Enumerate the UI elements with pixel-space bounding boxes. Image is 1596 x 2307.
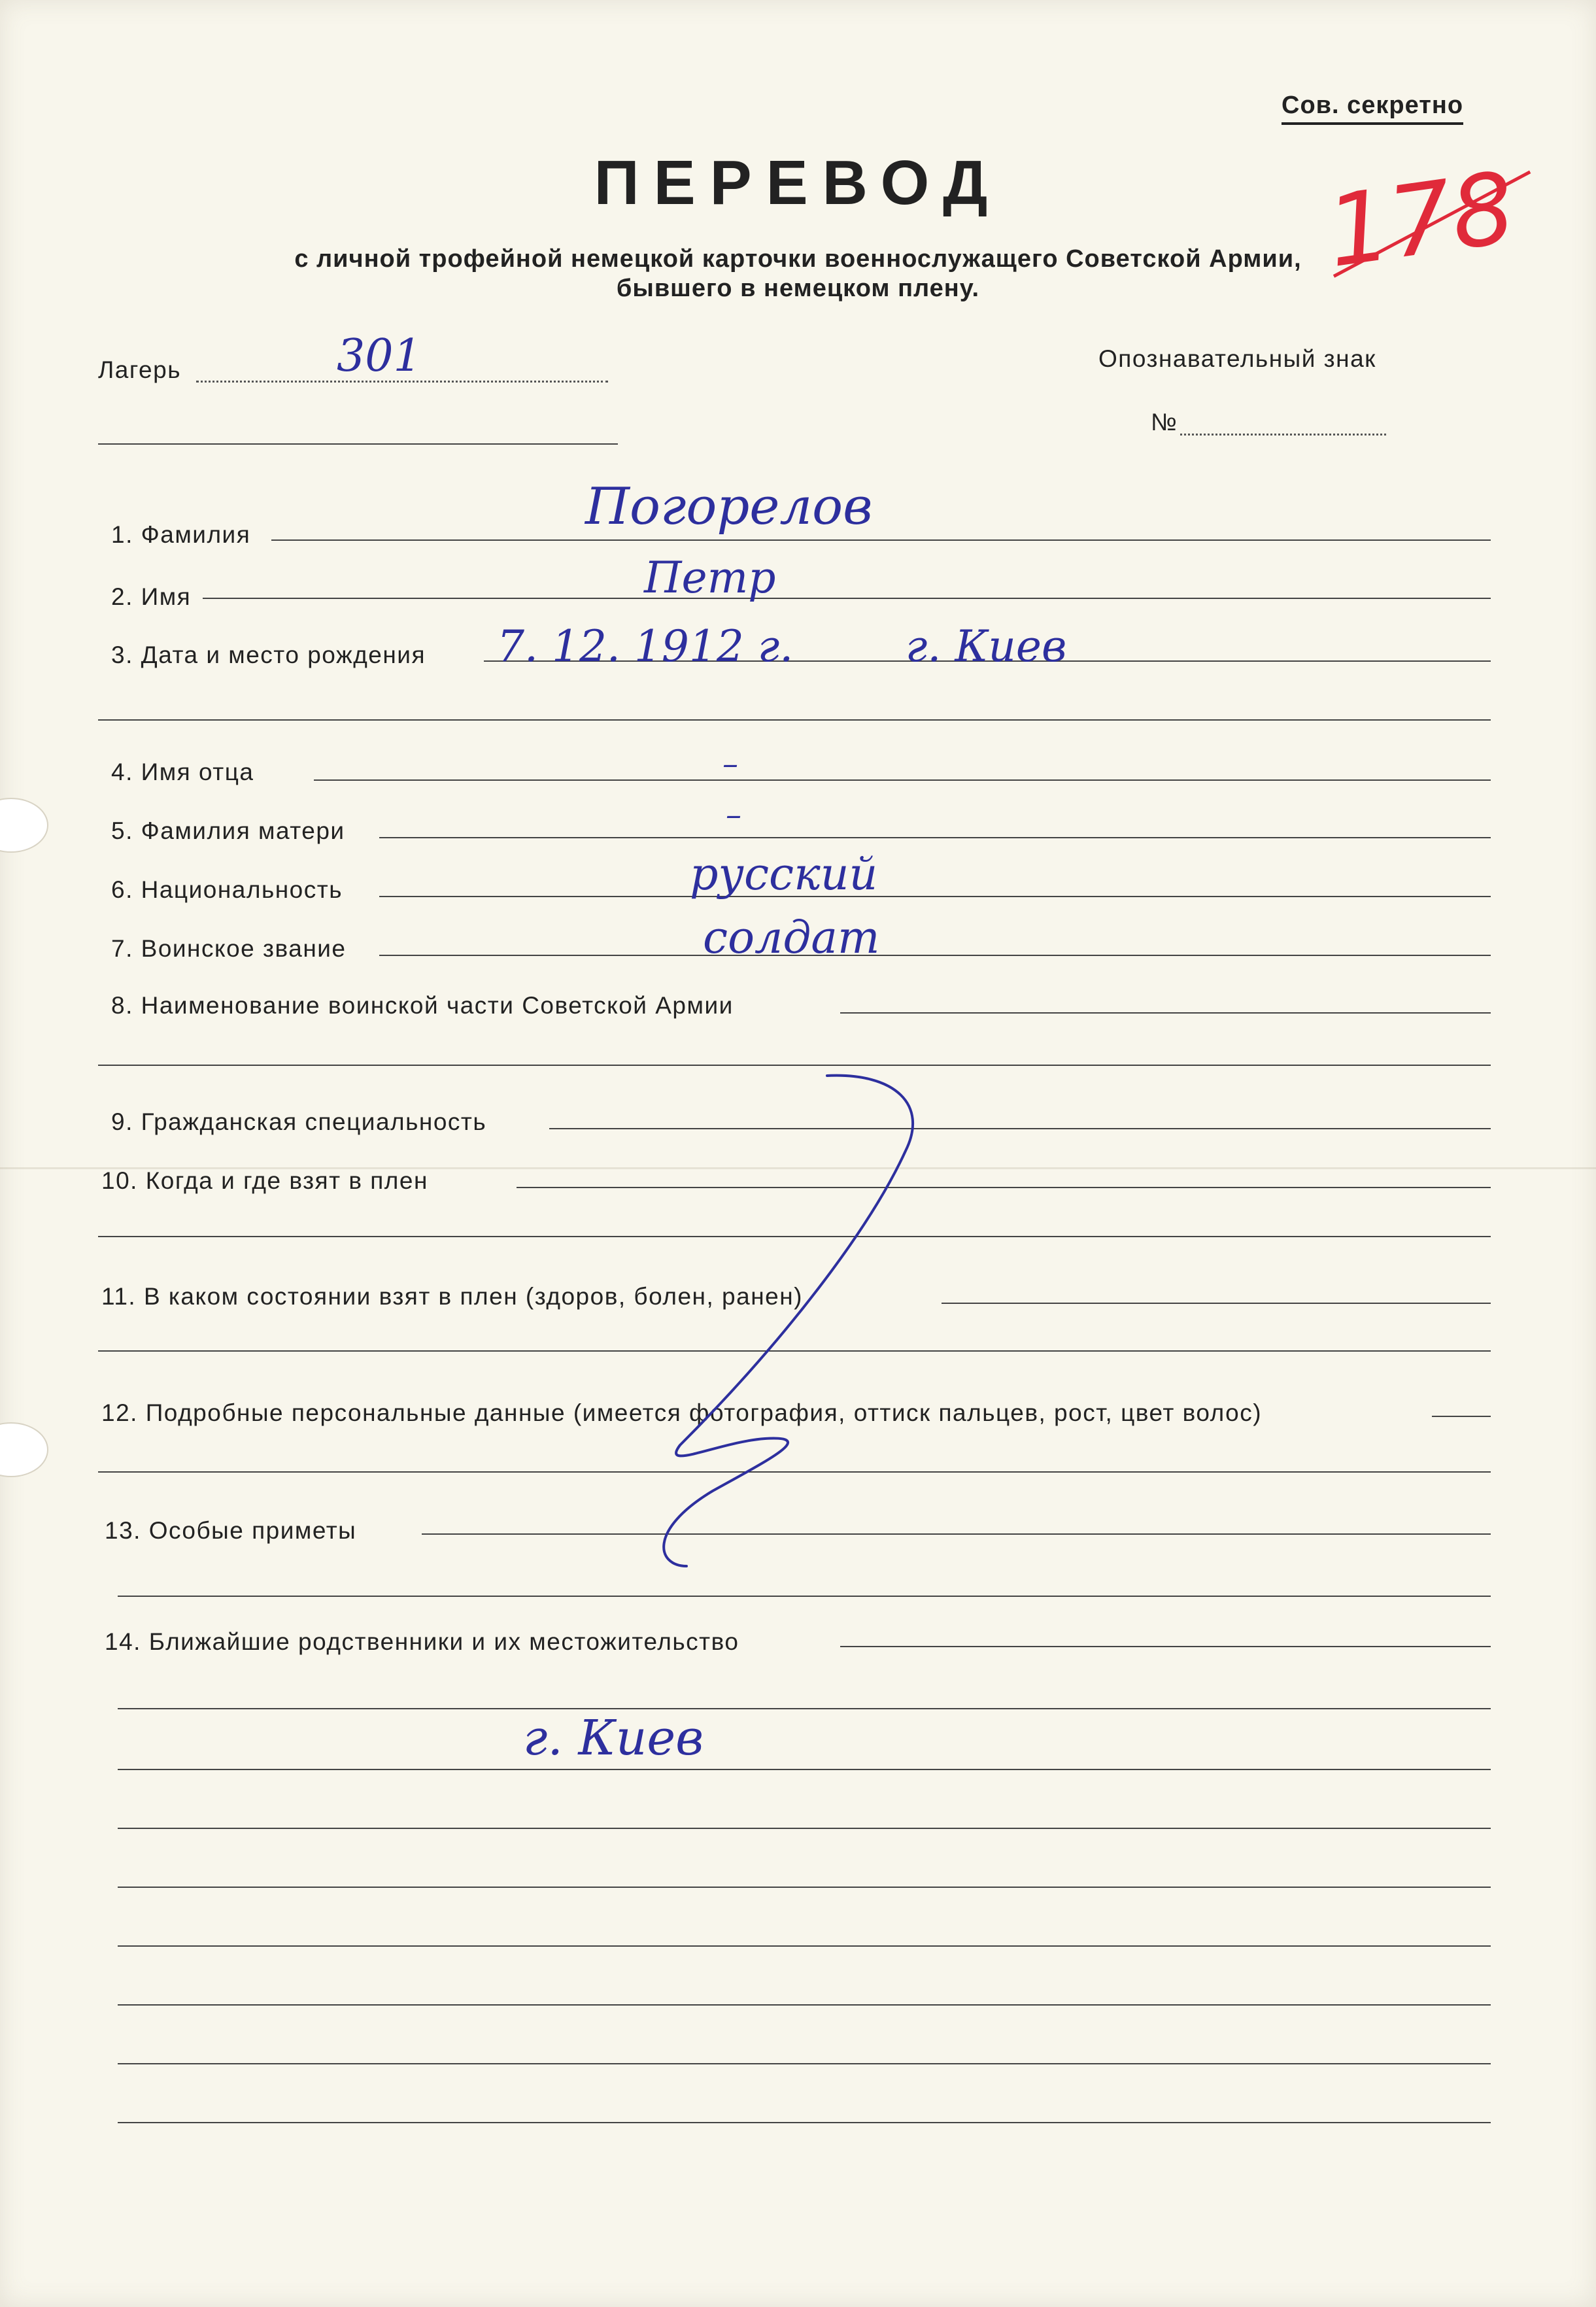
field-7-label: 7. Воинское звание	[111, 935, 347, 962]
field-4-label: 4. Имя отца	[111, 759, 254, 785]
document-subtitle-line1: с личной трофейной немецкой карточки военнослужащего Советской Армии,	[294, 245, 1302, 273]
document-title: ПЕРЕВОД	[594, 148, 1002, 218]
field-4-value: –	[722, 745, 738, 782]
field-7-value: солдат	[703, 912, 880, 964]
field-3-place: г. Киев	[906, 621, 1067, 672]
field-6-label: 6. Национальность	[111, 876, 343, 903]
field-1-value: Погорелов	[585, 477, 873, 536]
number-label: №	[1151, 409, 1178, 436]
field-9-label: 9. Гражданская специальность	[111, 1108, 487, 1135]
archive-number-handwritten: 178	[1320, 150, 1522, 290]
field-5-value: –	[726, 796, 741, 833]
field-8-label: 8. Наименование воинской части Советской Армии	[111, 992, 734, 1019]
field-6-value: русский	[690, 849, 878, 900]
field-10-label: 10. Когда и где взят в плен	[101, 1167, 428, 1194]
field-11-label: 11. В каком состоянии взят в плен (здоров, болен, ранен)	[101, 1283, 803, 1310]
field-1-label: 1. Фамилия	[111, 521, 251, 548]
field-2-value: Петр	[644, 553, 776, 603]
id-tag-label: Опознавательный знак	[1098, 345, 1376, 372]
field-12-label: 12. Подробные персональные данные (имеется фотография, оттиск пальцев, рост, цвет волос)	[101, 1399, 1263, 1426]
camp-label: Лагерь	[98, 356, 181, 383]
field-14-label: 14. Ближайшие родственники и их местожительство	[105, 1628, 739, 1655]
field-5-label: 5. Фамилия матери	[111, 817, 345, 844]
document-subtitle-line2: бывшего в немецком плену.	[616, 275, 980, 302]
field-2-label: 2. Имя	[111, 583, 192, 610]
classification-label: Сов. секретно	[1282, 92, 1463, 125]
camp-value: 301	[337, 330, 422, 382]
field-13-label: 13. Особые приметы	[105, 1517, 357, 1544]
field-3-label: 3. Дата и место рождения	[111, 641, 426, 668]
field-14-value: г. Киев	[523, 1710, 704, 1766]
field-3-date: 7. 12. 1912 г.	[497, 621, 794, 672]
